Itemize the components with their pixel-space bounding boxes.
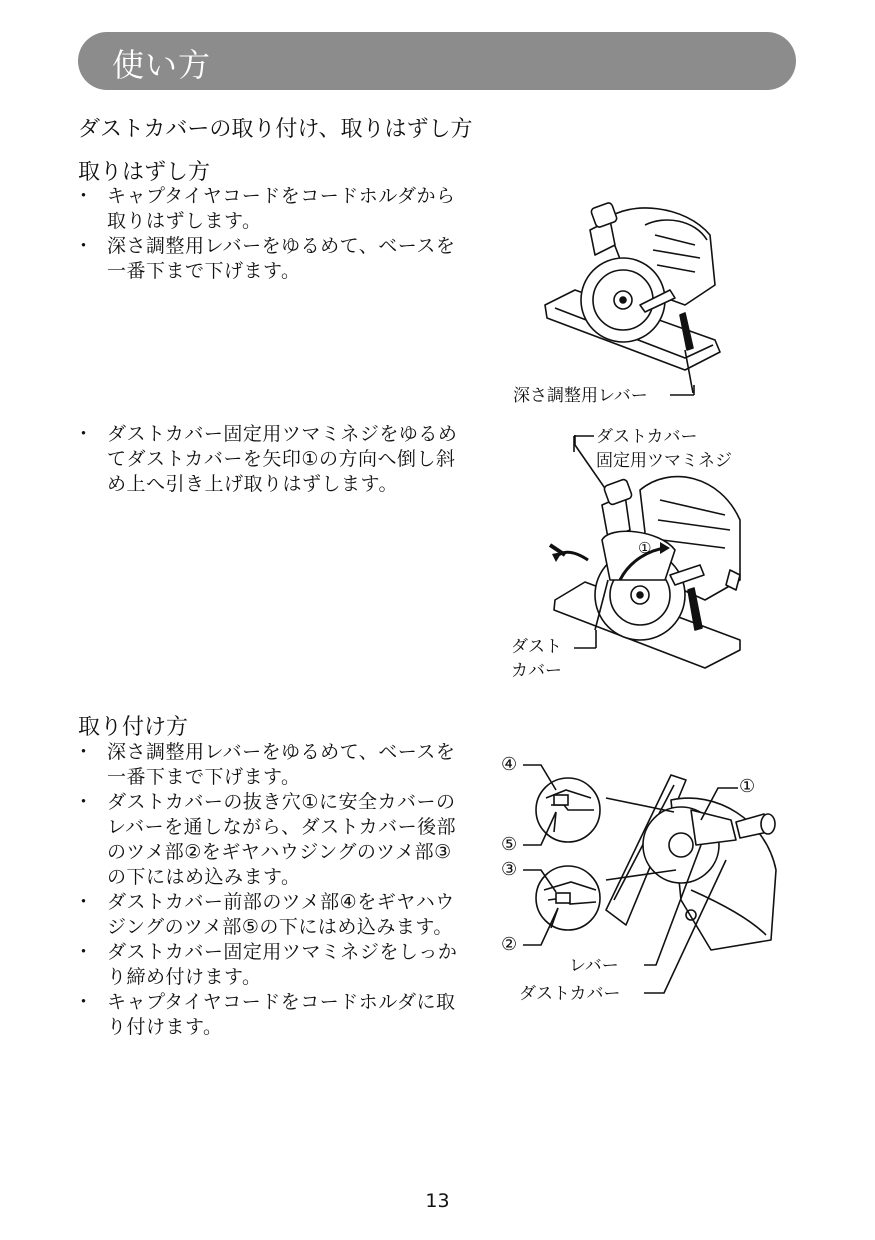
label-dust-cover: ダストカバー xyxy=(519,984,621,1004)
label-cover-line2: カバー xyxy=(511,661,562,681)
list-item: ・ 深さ調整用レバーをゆるめて、ベースを一番下まで下げます。 xyxy=(78,234,468,284)
list-item: ・ キャプタイヤコードをコードホルダに取り付けます。 xyxy=(78,990,468,1040)
callout-1: ① xyxy=(739,776,756,797)
callout-5: ⑤ xyxy=(501,834,518,855)
saw-illustration-dust-cover-install xyxy=(496,750,796,1010)
page-title: 使い方 xyxy=(112,46,212,84)
label-lever: レバー xyxy=(569,956,619,976)
page-number: 13 xyxy=(425,1190,450,1212)
arrow-number-1: ① xyxy=(638,539,652,557)
removal-steps-a xyxy=(78,184,468,284)
leader-line xyxy=(572,630,600,660)
list-item: ・ ダストカバー固定用ツマミネジをしっかり締め付けます。 xyxy=(78,940,468,990)
leader-line xyxy=(572,432,596,452)
list-item: ・ キャプタイヤコードをコードホルダから取りはずします。 xyxy=(78,184,468,234)
list-item: ・ ダストカバーの抜き穴①に安全カバーのレバーを通しながら、ダストカバー後部のツメ部②をギヤハウジングのツメ部③の下にはめ込みます。 xyxy=(78,790,468,890)
callout-4: ④ xyxy=(501,754,518,775)
saw-illustration-depth-lever xyxy=(535,190,735,400)
header-bar xyxy=(78,32,796,90)
label-knob-line2: 固定用ツマミネジ xyxy=(596,451,732,471)
label-cover-line1: ダスト xyxy=(511,637,562,657)
list-item: ・ 深さ調整用レバーをゆるめて、ベースを一番下まで下げます。 xyxy=(78,740,468,790)
list-item: ・ ダストカバー固定用ツマミネジをゆるめてダストカバーを矢印①の方向へ倒し斜め上へ引き上げ取りはずします。 xyxy=(78,422,468,497)
removal-steps-b xyxy=(78,422,468,497)
label-depth-lever: 深さ調整用レバー xyxy=(513,386,648,406)
callout-2: ② xyxy=(501,934,518,955)
callout-3: ③ xyxy=(501,859,518,880)
label-knob-line1: ダストカバー xyxy=(596,427,698,447)
removal-title: 取りはずし方 xyxy=(78,160,211,185)
install-title: 取り付け方 xyxy=(78,715,189,740)
leader-line xyxy=(668,385,698,405)
install-steps xyxy=(78,740,468,1040)
section-title: ダストカバーの取り付け、取りはずし方 xyxy=(78,117,473,142)
list-item: ・ ダストカバー前部のツメ部④をギヤハウジングのツメ部⑤の下にはめ込みます。 xyxy=(78,890,468,940)
